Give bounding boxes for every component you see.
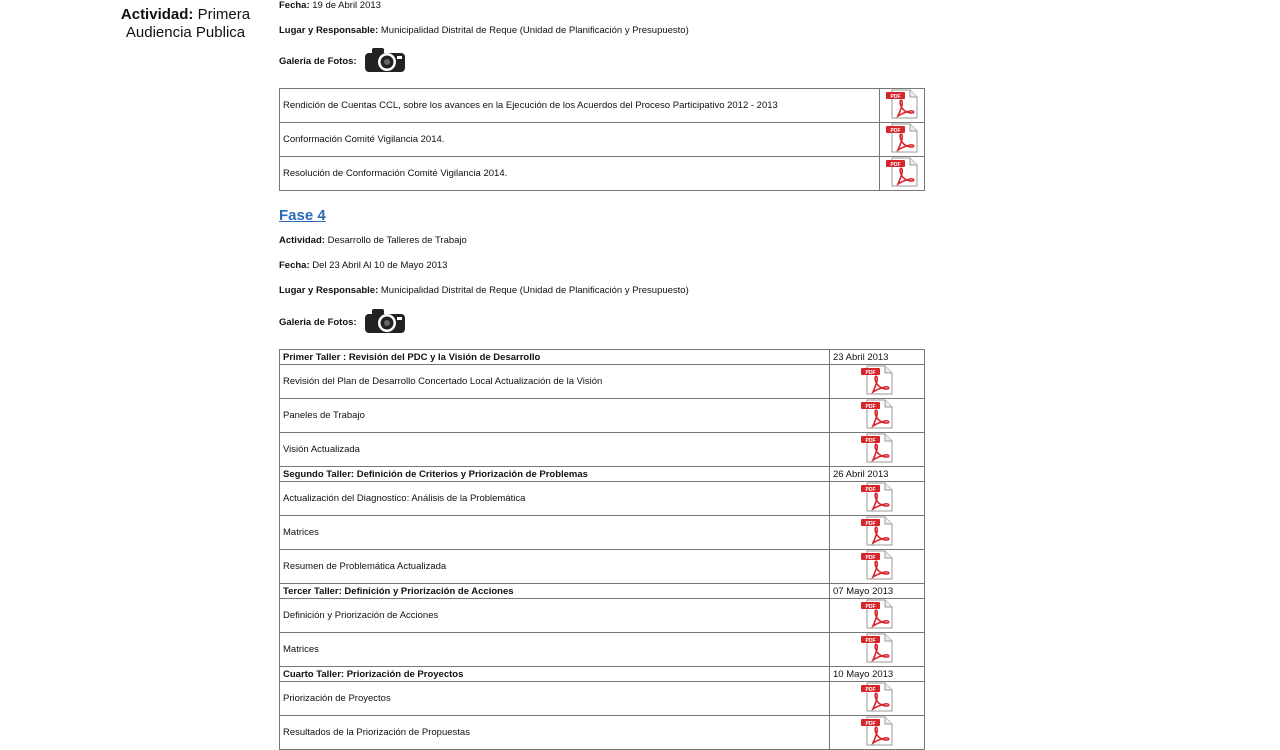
document-link[interactable]: Rendición de Cuentas CCL, sobre los avances en la Ejecución de los Acuerdos del Proceso Participativo 2012 - 2013 bbox=[280, 89, 880, 123]
pdf-file-icon[interactable] bbox=[859, 399, 895, 432]
taller-date: 23 Abril 2013 bbox=[830, 350, 925, 365]
pdf-file-icon[interactable] bbox=[859, 482, 895, 515]
document-link[interactable]: Resultados de la Priorización de Propuestas bbox=[280, 716, 830, 750]
document-link[interactable]: Revisión del Plan de Desarrollo Concertado Local Actualización de la Visión bbox=[280, 365, 830, 399]
taller-header-row bbox=[280, 584, 925, 599]
taller-date: 07 Mayo 2013 bbox=[830, 584, 925, 599]
fase4-fecha-value: Del 23 Abril Al 10 de Mayo 2013 bbox=[312, 260, 448, 271]
pdf-cell bbox=[830, 433, 925, 467]
pdf-file-icon[interactable] bbox=[859, 599, 895, 632]
table-row bbox=[280, 399, 925, 433]
svg-text:PDF: PDF bbox=[890, 162, 901, 168]
taller-title: Primer Taller : Revisión del PDC y la Visión de Desarrollo bbox=[280, 350, 830, 365]
pdf-cell bbox=[830, 682, 925, 716]
fase4-galeria-label: Galeria de Fotos: bbox=[279, 317, 357, 329]
fecha-label: Fecha: bbox=[279, 0, 310, 11]
taller-header-row bbox=[280, 667, 925, 682]
table-row bbox=[280, 482, 925, 516]
pdf-file-icon[interactable] bbox=[859, 516, 895, 549]
pdf-cell bbox=[830, 716, 925, 750]
pdf-cell bbox=[880, 123, 925, 157]
pdf-file-icon[interactable] bbox=[859, 633, 895, 666]
pdf-file-icon[interactable] bbox=[859, 365, 895, 398]
fase4-lugar-label: Lugar y Responsable: bbox=[279, 285, 379, 296]
svg-text:PDF: PDF bbox=[865, 721, 876, 727]
svg-text:PDF: PDF bbox=[865, 687, 876, 693]
svg-text:PDF: PDF bbox=[865, 404, 876, 410]
taller-header-row bbox=[280, 350, 925, 365]
camera-icon[interactable] bbox=[363, 46, 407, 77]
fecha-field bbox=[279, 0, 381, 11]
fase4-galeria-field bbox=[279, 307, 407, 338]
lugar-label: Lugar y Responsable: bbox=[279, 25, 379, 36]
taller-title: Tercer Taller: Definición y Priorización de Acciones bbox=[280, 584, 830, 599]
actividad-label: Actividad: bbox=[279, 235, 325, 246]
table-row bbox=[280, 157, 925, 191]
document-link[interactable]: Actualización del Diagnostico: Análisis de la Problemática bbox=[280, 482, 830, 516]
svg-text:PDF: PDF bbox=[865, 487, 876, 493]
taller-date: 26 Abril 2013 bbox=[830, 467, 925, 482]
table-row bbox=[280, 633, 925, 667]
document-link[interactable]: Matrices bbox=[280, 633, 830, 667]
table-row bbox=[280, 516, 925, 550]
document-link[interactable]: Matrices bbox=[280, 516, 830, 550]
pdf-cell bbox=[830, 482, 925, 516]
table-row bbox=[280, 433, 925, 467]
pdf-cell bbox=[830, 399, 925, 433]
table-row bbox=[280, 89, 925, 123]
document-link[interactable]: Resumen de Problemática Actualizada bbox=[280, 550, 830, 584]
lugar-value: Municipalidad Distrital de Reque (Unidad de Planificación y Presupuesto) bbox=[380, 25, 689, 36]
galeria-field bbox=[279, 46, 407, 77]
pdf-cell bbox=[830, 365, 925, 399]
document-link[interactable]: Priorización de Proyectos bbox=[280, 682, 830, 716]
fase4-fecha-label: Fecha: bbox=[279, 260, 310, 271]
table-row bbox=[280, 599, 925, 633]
svg-text:PDF: PDF bbox=[865, 370, 876, 376]
table-row bbox=[280, 716, 925, 750]
svg-text:PDF: PDF bbox=[890, 94, 901, 100]
fase4-fecha-field bbox=[279, 260, 447, 271]
pdf-file-icon[interactable] bbox=[859, 550, 895, 583]
table-row bbox=[280, 682, 925, 716]
document-link[interactable]: Paneles de Trabajo bbox=[280, 399, 830, 433]
lugar-field bbox=[279, 25, 689, 36]
svg-text:PDF: PDF bbox=[865, 555, 876, 561]
pdf-file-icon[interactable] bbox=[859, 716, 895, 749]
table-row bbox=[280, 365, 925, 399]
pdf-cell bbox=[830, 599, 925, 633]
table-row bbox=[280, 550, 925, 584]
pdf-cell bbox=[830, 550, 925, 584]
document-link[interactable]: Definición y Priorización de Acciones bbox=[280, 599, 830, 633]
camera-icon[interactable] bbox=[363, 307, 407, 338]
svg-text:PDF: PDF bbox=[865, 521, 876, 527]
document-link[interactable]: Conformación Comité Vigilancia 2014. bbox=[280, 123, 880, 157]
side-note-label: Actividad: bbox=[120, 6, 194, 23]
pdf-cell bbox=[880, 89, 925, 123]
svg-text:PDF: PDF bbox=[865, 438, 876, 444]
taller-title: Segundo Taller: Definición de Criterios y Priorización de Problemas bbox=[280, 467, 830, 482]
actividad-value: Desarrollo de Talleres de Trabajo bbox=[327, 235, 467, 246]
fase4-lugar-field bbox=[279, 285, 689, 296]
document-link[interactable]: Visión Actualizada bbox=[280, 433, 830, 467]
pdf-cell bbox=[830, 633, 925, 667]
svg-text:PDF: PDF bbox=[890, 128, 901, 134]
pdf-file-icon[interactable] bbox=[859, 682, 895, 715]
side-note bbox=[108, 6, 263, 42]
table-row bbox=[280, 123, 925, 157]
talleres-table bbox=[279, 349, 925, 750]
taller-date: 10 Mayo 2013 bbox=[830, 667, 925, 682]
documents-table bbox=[279, 88, 925, 191]
fecha-value: 19 de Abril 2013 bbox=[312, 0, 381, 11]
taller-title: Cuarto Taller: Priorización de Proyectos bbox=[280, 667, 830, 682]
pdf-cell bbox=[830, 516, 925, 550]
pdf-file-icon[interactable] bbox=[884, 157, 920, 190]
pdf-file-icon[interactable] bbox=[884, 89, 920, 122]
pdf-file-icon[interactable] bbox=[884, 123, 920, 156]
document-link[interactable]: Resolución de Conformación Comité Vigilancia 2014. bbox=[280, 157, 880, 191]
fase4-lugar-value: Municipalidad Distrital de Reque (Unidad de Planificación y Presupuesto) bbox=[380, 285, 689, 296]
taller-header-row bbox=[280, 467, 925, 482]
pdf-cell bbox=[880, 157, 925, 191]
fase-4-title[interactable]: Fase 4 bbox=[279, 207, 326, 224]
actividad-field bbox=[279, 235, 467, 246]
svg-text:PDF: PDF bbox=[865, 604, 876, 610]
svg-text:PDF: PDF bbox=[865, 638, 876, 644]
side-note-value: Primera Audiencia Publica bbox=[125, 6, 251, 41]
galeria-label: Galeria de Fotos: bbox=[279, 56, 357, 68]
pdf-file-icon[interactable] bbox=[859, 433, 895, 466]
